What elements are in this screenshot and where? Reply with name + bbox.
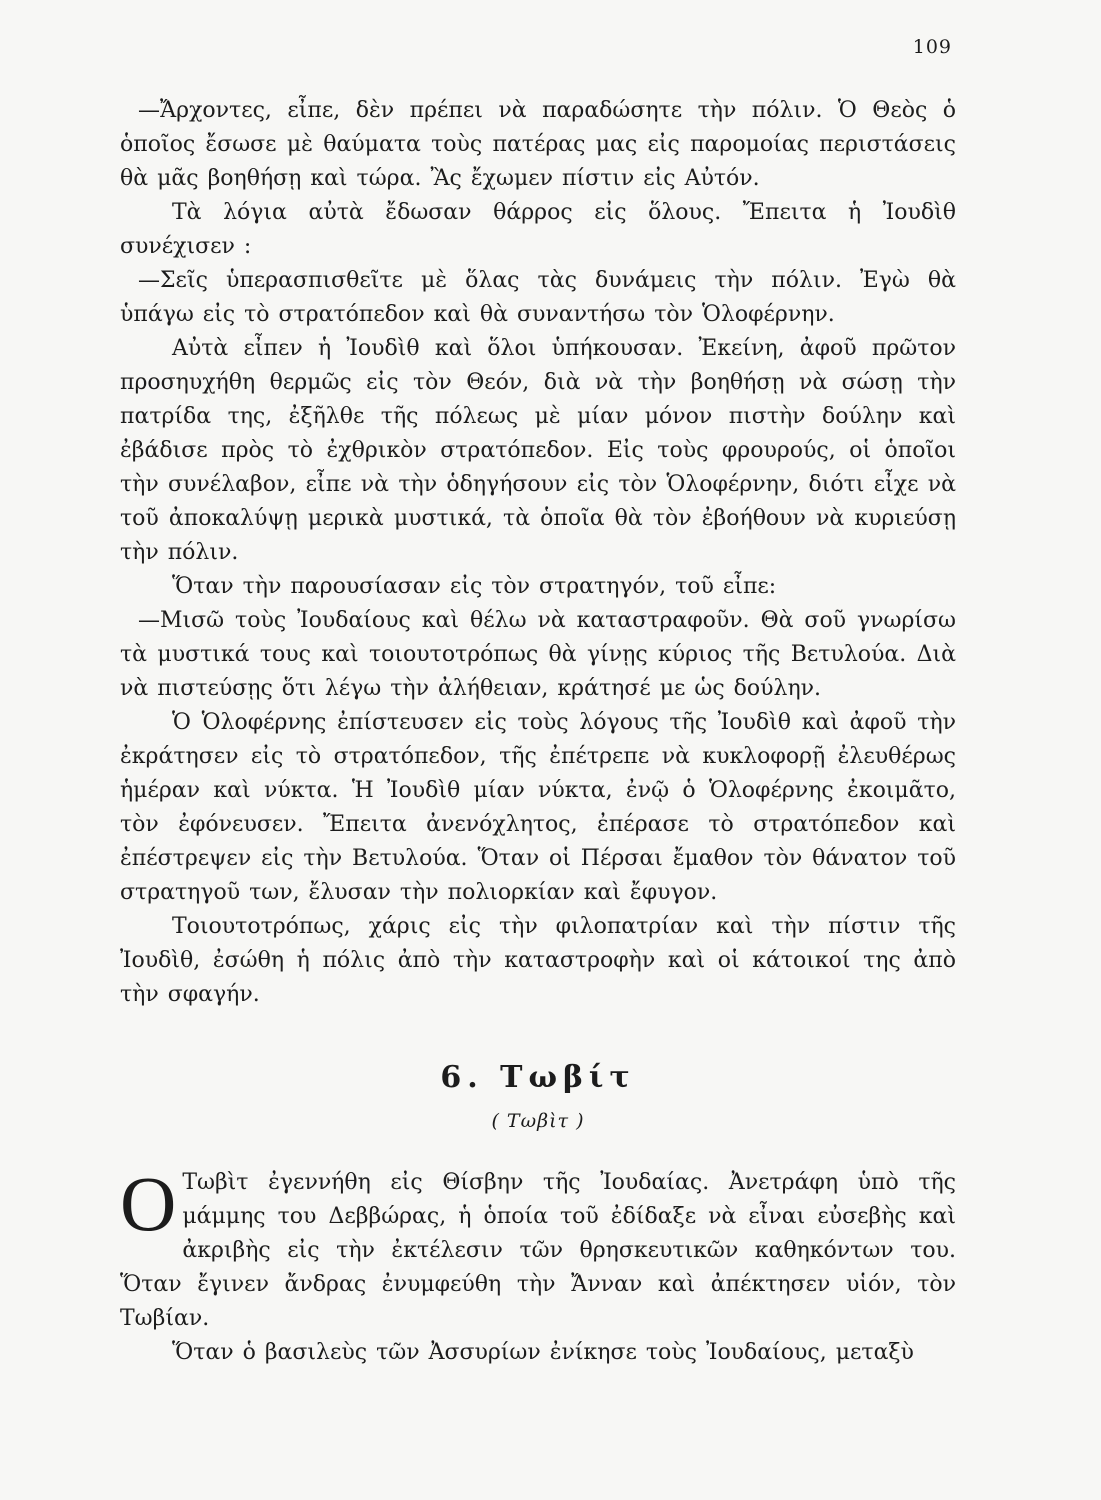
paragraph-defend-city: —Σεῖς ὑπερασπισθεῖτε μὲ ὅλας τὰς δυνάμεις τὴν πόλιν. Ἐγὼ θὰ ὑπάγω εἰς τὸ στρατόπεδον καὶ θὰ συναντήσω τὸν Ὁλοφέρνην.: [120, 268, 956, 327]
drop-cap-letter: Ο: [120, 1160, 177, 1247]
paragraph-judith-departs: Αὐτὰ εἶπεν ἡ Ἰουδὶθ καὶ ὅλοι ὑπήκουσαν. Ἐκείνη, ἀφοῦ πρῶτον προσηυχήθη θερμῶς εἰς τὸν Θεόν, διὰ νὰ τὴν βοηθήσῃ νὰ σώσῃ τὴν πατρίδα της, ἐξῆλθε τῆς πόλεως μὲ μίαν μόνον πιστὴν δούλην καὶ ἐβάδισε πρὸς τὸ ἐχθρικὸν στρατόπεδον. Εἰς τοὺς φρουρούς, οἱ ὁποῖοι τὴν συνέλαβον, εἶπε νὰ τὴν ὁδηγήσουν εἰς τὸν Ὁλοφέρνην, διότι εἶχε νὰ τοῦ ἀποκαλύψῃ μερικὰ μυστικά, τὰ ὁποῖα θὰ τὸν ἐβοήθουν νὰ κυριεύσῃ τὴν πόλιν.: [120, 336, 956, 565]
paragraph-judith-speech: —Μισῶ τοὺς Ἰουδαίους καὶ θέλω νὰ καταστραφοῦν. Θὰ σοῦ γνωρίσω τὰ μυστικά τους καὶ τοιουτοτρόπως θὰ γίνῃς κύριος τῆς Βετυλούα. Διὰ νὰ πιστεύσῃς ὅτι λέγω τὴν ἀλήθειαν, κράτησέ με ὡς δούλην.: [120, 608, 956, 701]
paragraph-tobit-continuation: Ὅταν ὁ βασιλεὺς τῶν Ἀσσυρίων ἐνίκησε τοὺς Ἰουδαίους, μεταξὺ: [172, 1340, 914, 1365]
paragraph-archons-speech: —Ἄρχοντες, εἶπε, δὲν πρέπει νὰ παραδώσητε τὴν πόλιν. Ὁ Θεὸς ὁ ὁποῖος ἔσωσε μὲ θαύματα τοὺς πατέρας μας εἰς παρομοίας περιστάσεις θὰ μᾶς βοηθήσῃ καὶ τώρα. Ἂς ἔχωμεν πίστιν εἰς Αὐτόν.: [120, 98, 956, 191]
chapter-heading: 6. Τωβίτ: [440, 1060, 636, 1095]
tobit-opening-text: Τωβὶτ ἐγεννήθη εἰς Θίσβην τῆς Ἰουδαίας. Ἀνετράφη ὑπὸ τῆς μάμμης του Δεββώρας, ἡ ὁποία τοῦ ἐδίδαξε νὰ εἶναι εὐσεβὴς καὶ ἀκριβὴς εἰς τὴν ἐκτέλεσιν τῶν θρησκευτικῶν καθηκόντων του. Ὅταν ἔγινεν ἄνδρας ἐνυμφεύθη τὴν Ἄνναν καὶ ἀπέκτησεν υἱόν, τὸν Τωβίαν.: [120, 1170, 956, 1331]
paragraph-city-saved: Τοιουτοτρόπως, χάρις εἰς τὴν φιλοπατρίαν καὶ τὴν πίστιν τῆς Ἰουδὶθ, ἐσώθη ἡ πόλις ἀπὸ τὴν καταστροφὴν καὶ οἱ κάτοικοί της ἀπὸ τὴν σφαγήν.: [120, 914, 956, 1007]
paragraph-holofernes-slain: Ὁ Ὁλοφέρνης ἐπίστευσεν εἰς τοὺς λόγους τῆς Ἰουδὶθ καὶ ἀφοῦ τὴν ἐκράτησεν εἰς τὸ στρατόπεδον, τῆς ἐπέτρεπε νὰ κυκλοφορῇ ἐλευθέρως ἡμέραν καὶ νύκτα. Ἡ Ἰουδὶθ μίαν νύκτα, ἐνῷ ὁ Ὁλοφέρνης ἐκοιμᾶτο, τὸν ἐφόνευσεν. Ἔπειτα ἀνενόχλητος, ἐπέρασε τὸ στρατόπεδον καὶ ἐπέστρεψεν εἰς τὴν Βετυλούα. Ὅταν οἱ Πέρσαι ἔμαθον τὸν θάνατον τοῦ στρατηγοῦ των, ἔλυσαν τὴν πολιορκίαν καὶ ἔφυγον.: [120, 710, 956, 905]
story-body-tobit: [120, 1160, 956, 1370]
chapter-subtitle: ( Τωβὶτ ): [491, 1110, 585, 1132]
paragraph-presented-to-general: Ὅταν τὴν παρουσίασαν εἰς τὸν στρατηγόν, τοῦ εἶπε:: [172, 574, 777, 599]
story-body-judith: [120, 94, 956, 1012]
paragraph-courage: Τὰ λόγια αὐτὰ ἔδωσαν θάρρος εἰς ὅλους. Ἔπειτα ἡ Ἰουδὶθ συνέχισεν :: [120, 200, 956, 259]
page-number: 109: [912, 36, 952, 58]
paragraph-tobit-opening: [120, 1160, 956, 1336]
